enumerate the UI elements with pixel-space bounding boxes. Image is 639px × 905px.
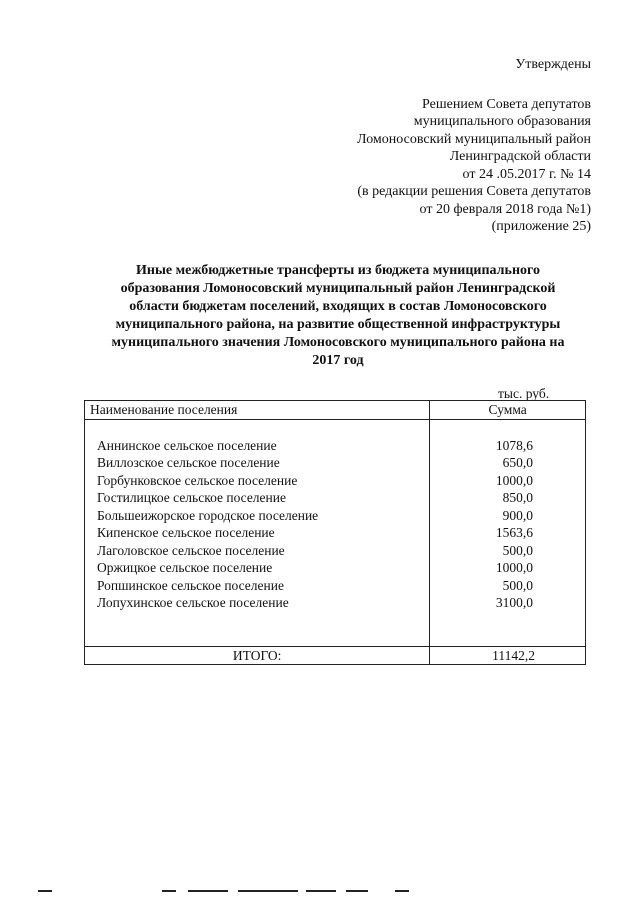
settlement-name: Гостилицкое сельское поселение	[97, 490, 286, 505]
total-value: 11142,2	[430, 646, 586, 665]
settlement-sum: 1078,6	[495, 437, 533, 453]
scan-artifact-line	[306, 890, 336, 892]
scan-artifact-line	[38, 890, 52, 892]
column-header-sum: Сумма	[430, 401, 586, 420]
settlement-name: Лопухинское сельское поселение	[97, 595, 289, 610]
settlement-sum: 1000,0	[495, 472, 533, 488]
approval-line: Ленинградской области	[449, 149, 591, 164]
scan-artifact-line	[395, 890, 409, 892]
scan-artifact-line	[188, 890, 228, 892]
scan-artifact-line	[346, 890, 368, 892]
settlement-name: Ропшинское сельское поселение	[97, 577, 284, 593]
settlement-sum: 1000,0	[495, 560, 533, 575]
settlement-sum: 850,0	[502, 490, 533, 505]
title-line: 2017 год	[312, 353, 364, 368]
settlement-name: Виллозское сельское поселение	[97, 455, 280, 470]
settlement-sum: 900,0	[502, 507, 533, 523]
settlement-name: Кипенское сельское поселение	[97, 525, 275, 540]
approval-line: Решением Совета депутатов	[422, 96, 591, 112]
settlement-sum: 3100,0	[495, 595, 533, 610]
approval-line: (в редакции решения Совета депутатов	[357, 184, 591, 199]
approval-line: Ломоносовский муниципальный район	[357, 131, 591, 147]
table-header-row	[85, 401, 586, 420]
scan-artifact-line	[238, 890, 298, 892]
title-line: муниципального района, на развитие общественной инфраструктуры	[115, 317, 561, 332]
document-title	[88, 262, 588, 370]
settlement-sum: 1563,6	[495, 525, 533, 540]
scan-artifact-line	[162, 890, 176, 892]
settlement-sums-cell	[430, 419, 586, 646]
settlement-name: Большеижорское городское поселение	[97, 507, 319, 523]
approval-title: Утверждены	[515, 57, 591, 72]
approval-line: (приложение 25)	[491, 219, 591, 234]
settlement-name: Горбунковское сельское поселение	[97, 472, 298, 488]
settlement-sum: 650,0	[502, 455, 533, 470]
total-label: ИТОГО:	[85, 646, 430, 665]
approval-line: от 24 .05.2017 г. № 14	[462, 166, 591, 182]
settlement-name: Оржицкое сельское поселение	[97, 560, 273, 575]
settlement-sum: 500,0	[502, 542, 533, 558]
title-line: Иные межбюджетные трансферты из бюджета муниципального	[135, 263, 541, 278]
settlement-name: Аннинское сельское поселение	[97, 437, 277, 453]
settlement-names-cell	[85, 419, 430, 646]
settlement-sum: 500,0	[502, 577, 533, 593]
column-header-name: Наименование поселения	[85, 401, 430, 420]
title-line: образования Ломоносовский муниципальный район Ленинградской	[120, 281, 556, 296]
unit-label: тыс. руб.	[498, 386, 550, 401]
total-row	[85, 646, 586, 665]
approval-line: муниципального образования	[413, 114, 591, 129]
approval-block	[171, 56, 591, 236]
transfers-table	[84, 400, 586, 665]
settlement-name: Лаголовское сельское поселение	[97, 542, 285, 558]
title-line: муниципального значения Ломоносовского муниципального района на	[111, 335, 565, 350]
table-body-row	[85, 419, 586, 646]
approval-line: от 20 февраля 2018 года №1)	[419, 201, 591, 217]
title-line: области бюджетам поселений, входящих в состав Ломоносовского	[129, 299, 547, 314]
